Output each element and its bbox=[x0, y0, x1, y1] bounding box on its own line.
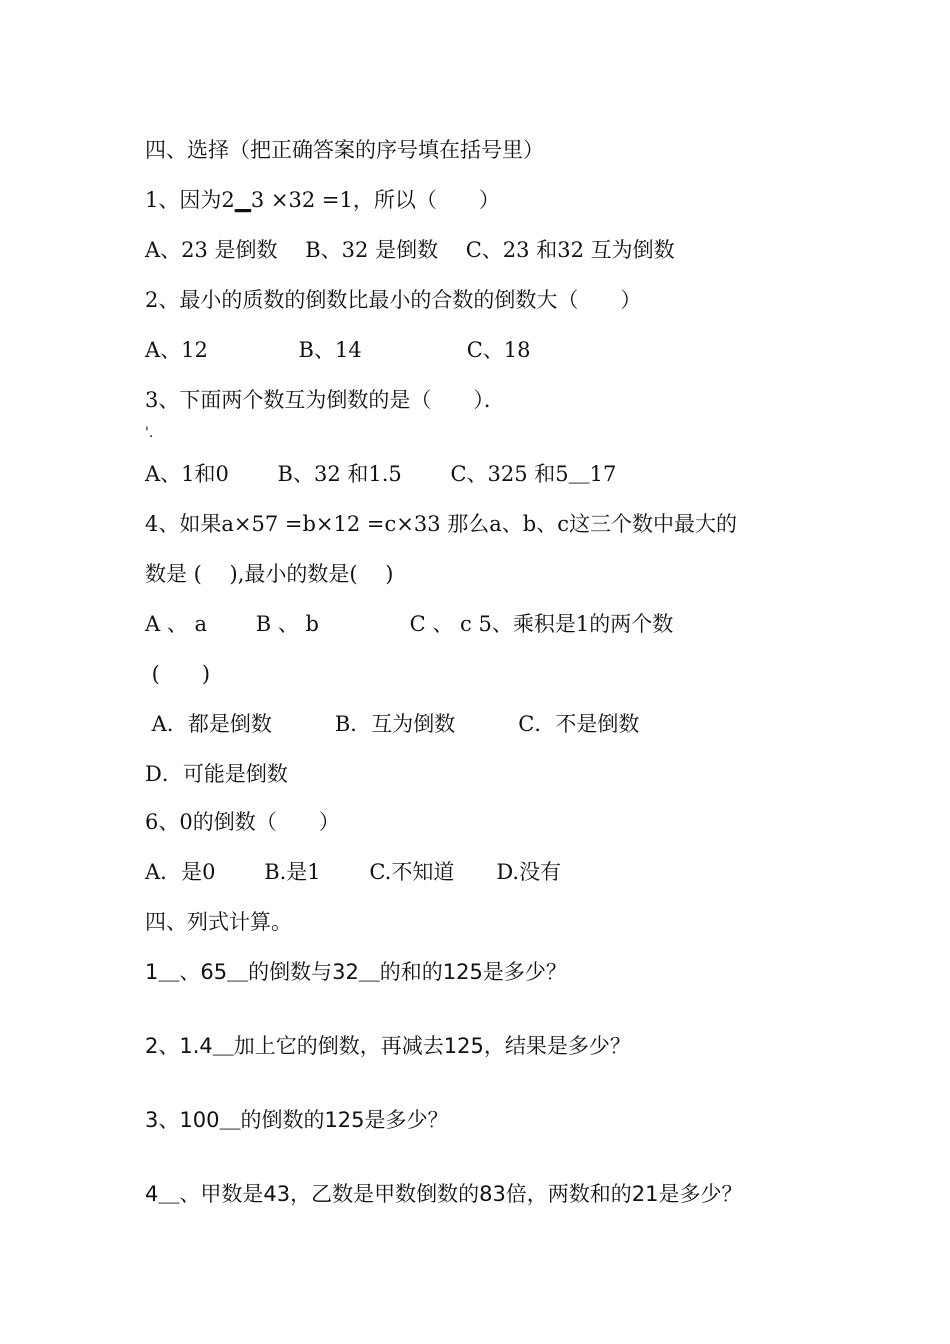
question-4-stem-line-2: 数是 ( ),最小的数是( ) bbox=[145, 562, 394, 586]
section-heading-calc: 四、列式计算。 bbox=[145, 910, 292, 934]
question-5-option-d: D．可能是倒数 bbox=[145, 762, 288, 786]
question-3-options: A、1和0 B、32 和1.5 C、325 和5＿17 bbox=[145, 462, 617, 486]
question-2-options: A、12 B、14 C、18 bbox=[145, 338, 531, 362]
question-4-options-and-question-5-stem: A 、 a B 、 b C 、 c 5、乘积是1的两个数 bbox=[145, 612, 674, 636]
calc-question-4: 4＿、甲数是43，乙数是甲数倒数的83倍，两数和的21是多少？ bbox=[145, 1182, 743, 1206]
question-4-stem-line-1: 4、如果a×57 =b×12 =c×33 那么a、b、c这三个数中最大的 bbox=[145, 512, 737, 536]
question-1-options: A、23 是倒数 B、32 是倒数 C、23 和32 互为倒数 bbox=[145, 238, 675, 262]
question-3-mark: '. bbox=[145, 425, 154, 441]
question-3-stem: 3、下面两个数互为倒数的是（ ）． bbox=[145, 388, 505, 412]
question-6-stem: 6、0的倒数（ ） bbox=[145, 810, 340, 834]
question-6-options: A．是0 B.是1 C.不知道 D.没有 bbox=[145, 860, 562, 884]
calc-question-1: 1＿、65＿的倒数与32＿的和的125是多少？ bbox=[145, 960, 567, 984]
calc-question-2: 2、1.4＿加上它的倒数，再减去125，结果是多少？ bbox=[145, 1034, 631, 1058]
calc-question-3: 3、100＿的倒数的125是多少？ bbox=[145, 1108, 449, 1132]
question-5-paren: ( ) bbox=[145, 662, 211, 686]
question-2-stem: 2、最小的质数的倒数比最小的合数的倒数大（ ） bbox=[145, 288, 642, 312]
question-5-options: A．都是倒数 B．互为倒数 C．不是倒数 bbox=[145, 712, 640, 736]
question-1-stem: 1、因为2▁3 ×32 =1，所以（ ） bbox=[145, 188, 500, 212]
section-heading-choice: 四、选择（把正确答案的序号填在括号里） bbox=[145, 138, 544, 162]
